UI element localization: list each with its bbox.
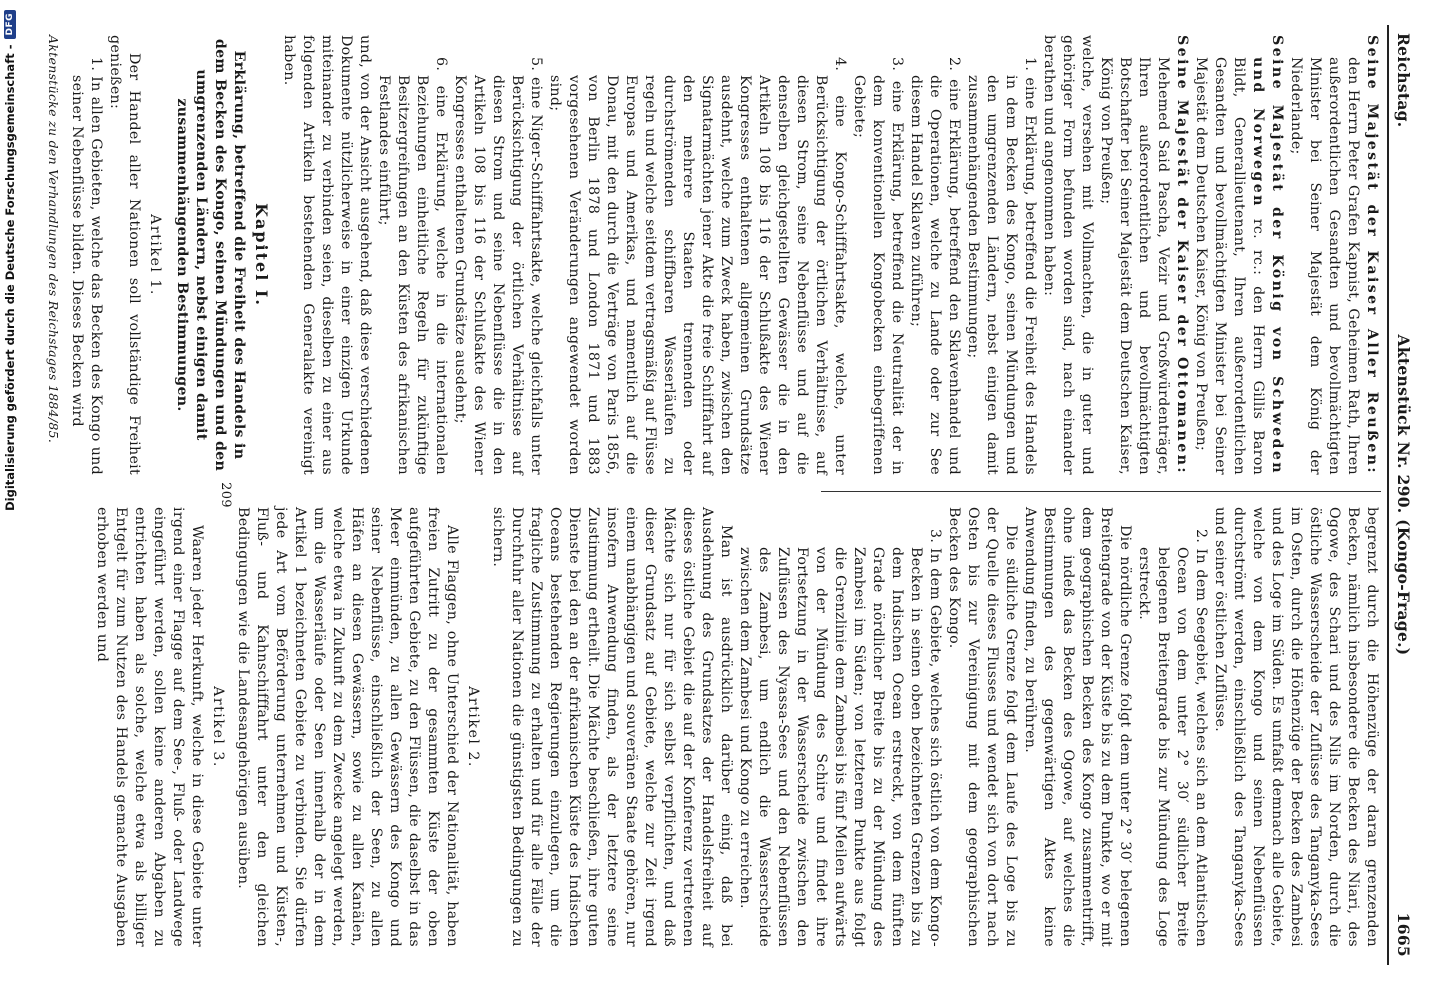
column-divider [821,491,1381,492]
numbered-item: 4. eine Kongo-Schifffahrtsakte, welche, unter Berücksichtigung der örtlichen Verhältnisse, auf diesen Strom, seine Nebenflüsse und auf die denselben gleichgestellten Gewässer die in den Artikeln 108 bis 116 der Schlußakte des Wiener Kongresses enthaltenen allgemeinen Grundsätze ausdehnt, welche zum Zweck haben, zwischen den Signatarmächten jener Akte die freie Schifffahrt auf den mehrere Staaten trennenden oder durchströmenden schiffbaren Wasserläufen zu regeln und welche seitdem vertragsmäßig auf Flüsse Europas und Amerikas, und namentlich auf die Donau, mit den durch die Verträge von Paris 1856, von Berlin 1878 und London 1871 und 1883 vorgesehenen Veränderungen angewendet worden sind; [547,57,848,475]
plenipotentiary-entry [1096,35,1191,475]
paragraph: Alle Flaggen, ohne Unterschied der Nationalität, haben freien Zutritt zu der gesammten Küste der oben aufgeführten Gebiete, zu den Flüssen, die daselbst in das Meer einmünden, zu allen Gewässern des Kongo und seiner Nebenflüsse, einschließlich der Seen, zu allen Häfen an diesen Gewässern, sowie zu allen Kanälen, welche etwa in Zukunft zu dem Zwecke angelegt werden, um die Wasserläufe oder Seen innerhalb der in dem Artikel 1 bezeichneten Gebiete zu verbinden. Sie dürfen jede Art vom Beförderung unternehmen und Küsten-, Fluß- und Kahnschifffahrt unter den gleichen Bedingungen wie die Landesangehörigen ausüben. [235,507,460,947]
spaced-heading: Seine Majestät der König von Schweden und Norwegen [1250,35,1285,475]
paragraph: Die nördliche Grenze folgt dem unter 2° 30′ belegenen Breitengrade von der Küste bis zu dem Punkte, wo er mit dem geographischen Becken des Kongo zusammentrifft, ohne indeß das Becken des Ogowe, auf welches die Bestimmungen des gegenwärtigen Aktes keine Anwendung finden, zu berühren. [1022,507,1133,947]
numbered-item: 2. In dem Seegebiet, welches sich an dem Atlantischen Ocean von dem unter 2° 30′ südlicher Breite belegenen Breitengrade bis zur Mündung des Loge erstreckt. [1136,529,1209,947]
document-page [46,25,1415,965]
paragraph: Der Handel aller Nationen soll vollständige Freiheit genießen: [107,35,142,475]
page-header [1387,25,1415,965]
header-title: Aktenstück Nr. 290. (Kongo-Frage.) [1394,334,1413,656]
page-footer: Aktenstücke zu den Verhandlungen des Reichstages 1884/85. [46,35,61,444]
spaced-heading: Seine Majestät der Kaiser Aller Reußen: [1364,35,1380,475]
plenipotentiary-entry [1286,35,1381,475]
left-column [44,35,1381,475]
paragraph: begrenzt durch die Höhenzüge der daran grenzenden Becken, nämlich insbesondere die Becken des Niari, des Ogowe, des Schari und des Nils im Norden, durch die östliche Wasserscheide der Zuflüsse des Tanganyka-Sees im Osten, durch die Höhenzüge der Becken des Zambesi und des Loge im Süden. Es umfaßt demnach alle Gebiete, welche von dem Kongo und seinen Nebenflüssen durchströmt werden, einschließlich des Tanganyka-Sees und seiner östlichen Zuflüsse. [1212,507,1380,947]
numbered-item: 5. eine Niger-Schifffahrtsakte, welche gleichfalls unter Berücksichtigung der örtlichen Verhältnisse auf diesen Strom und seine Nebenflüsse die in den Artikeln 108 bis 116 der Schlußakte des Wiener Kongresses enthaltenen Grundsätze ausdehnt; [452,57,544,475]
plenipotentiary-entry [1191,35,1286,475]
chapter-heading: Kapitel I. [252,203,271,307]
paragraph-text: Mehemed Said Pascha, Vezir und Großwürdenträger, Ihren außerordentlichen und bevollmächtigten Botschafter bei Seiner Majestät dem Deutschen Kaiser, König von Preußen; [1098,57,1171,475]
page-number: 209 [218,482,233,508]
paragraph: Man ist ausdrücklich darüber einig, daß bei Ausdehnung des Grundsatzes der Handelsfreiheit auf dieses östliche Gebiet die auf der Konferenz vertretenen Mächte sich nur für sich selbst verpflichten, und daß dieser Grundsatz auf Gebiete, welche zur Zeit irgend einem unabhängigen und souveränen Staate gehören, nur insofern Anwendung finden, als der letztere seine Zustimmung ertheilt. Die Mächte beschließen, ihre guten Dienste bei den an der afrikanischen Küste des Indischen Oceans bestehenden Regierungen einzulegen, um die fragliche Zustimmung zu erhalten und für alle Fälle der Durchfuhr aller Nationen die günstigsten Bedingungen zu sichern. [490,507,734,947]
numbered-item: 6. eine Erklärung, welche in die internationalen Beziehungen einheitliche Regeln für zukünftige Besitzergreifungen an den Küsten des afrikanischen Festlandes einführt; [376,57,449,475]
header-page-number: 1665 [1394,912,1413,957]
paragraph: Die südliche Grenze folgt dem Laufe des Loge bis zu der Quelle dieses Flusses und wendet sich von dort nach Osten bis zur Vereinigung mit dem geographischen Becken des Kongo. [946,507,1019,947]
digitization-note-text: Digitalisierung gefördert durch die Deutsche Forschungsgemeinschaft - [3,44,17,511]
digitization-note [0,0,20,1000]
paragraph-text: rc. rc.: den Herrn Gillis Baron Bildt, Generallieutenant, Ihren außerordentlichen Gesandten und bevollmächtigten Minister bei Seiner Majestät dem Deutschen Kaiser, König von Preußen; [1193,57,1266,476]
dfg-logo: DFG [4,10,16,39]
paragraph: welche, versehen mit Vollmachten, die in guter und gehöriger Form befunden worden sind, nach einander berathen und angenommen haben: [1041,35,1095,475]
chapter-title: Erklärung, betreffend die Freiheit des Handels in dem Becken des Kongo, seinen Mündungen und den umgrenzenden Ländern, nebst einigen damit zusammenhängenden Bestimmungen. [174,38,247,472]
header-left: Reichstag. [1394,33,1413,128]
numbered-item: 1. In allen Gebieten, welche das Becken des Kongo und seiner Nebenflüsse bilden. Dieses Becken wird [69,57,104,475]
paragraph: Waaren jeder Herkunft, welche in diese Gebiete unter irgend einer Flagge auf dem See-, Fluß- oder Landwege eingeführt werden, sollen keine anderen Abgaben zu entrichten haben als solche, welche etwa als billiger Entgelt für zum Nutzen des Handels gemachte Ausgaben erhoben werden und [94,507,205,947]
paragraph-text: den Herrn Peter Grafen Kapnist, Geheimen Rath, Ihren außerordentlichen Gesandten und bevollmächtigten Minister bei Seiner Majestät dem König der Niederlande; [1288,57,1361,475]
numbered-item: 3. In dem Gebiete, welches sich östlich von dem Kongo-Becken in seinen oben bezeichneten Grenzen bis zu dem Indischen Ocean erstreckt, von dem fünften Grade nördlicher Breite bis zu der Mündung des Zambesi im Süden; von letzterem Punkte aus folgt die Grenzlinie dem Zambesi bis fünf Meilen aufwärts von der Mündung des Schire und findet ihre Fortsetzung in der Wasserscheide zwischen den Zuflüssen des Nyassa-Sees und den Nebenflüssen des Zambesi, um endlich die Wasserscheide zwischen dem Zambesi und Kongo zu erreichen. [737,529,943,947]
numbered-item: 1. eine Erklärung, betreffend die Freiheit des Handels in dem Becken des Kongo, seinen Mündungen und den umgrenzenden Ländern, nebst einigen damit zusammenhängenden Bestimmungen; [965,57,1038,475]
right-column [92,507,1381,947]
article-heading: Artikel 1. [147,214,163,296]
spaced-heading: Seine Majestät der Kaiser der Ottomanen: [1174,35,1190,475]
article-heading: Artikel 3. [210,686,226,768]
numbered-item: 3. eine Erklärung, betreffend die Neutralität der in dem konventionellen Kongobecken einbegriffenen Gebiete; [851,57,905,475]
numbered-item: 2. eine Erklärung, betreffend den Sklavenhandel und die Operationen, welche zu Lande oder zur See diesem Handel Sklaven zuführen; [908,57,962,475]
paragraph: und, von der Ansicht ausgehend, daß diese verschiedenen Dokumente nützlicherweise in einer einzigen Urkunde miteinander zu verbinden seien, dieselben zu einer aus folgenden Artikeln bestehenden Generalakte vereinigt haben. [281,35,373,475]
article-heading: Artikel 2. [465,686,481,768]
